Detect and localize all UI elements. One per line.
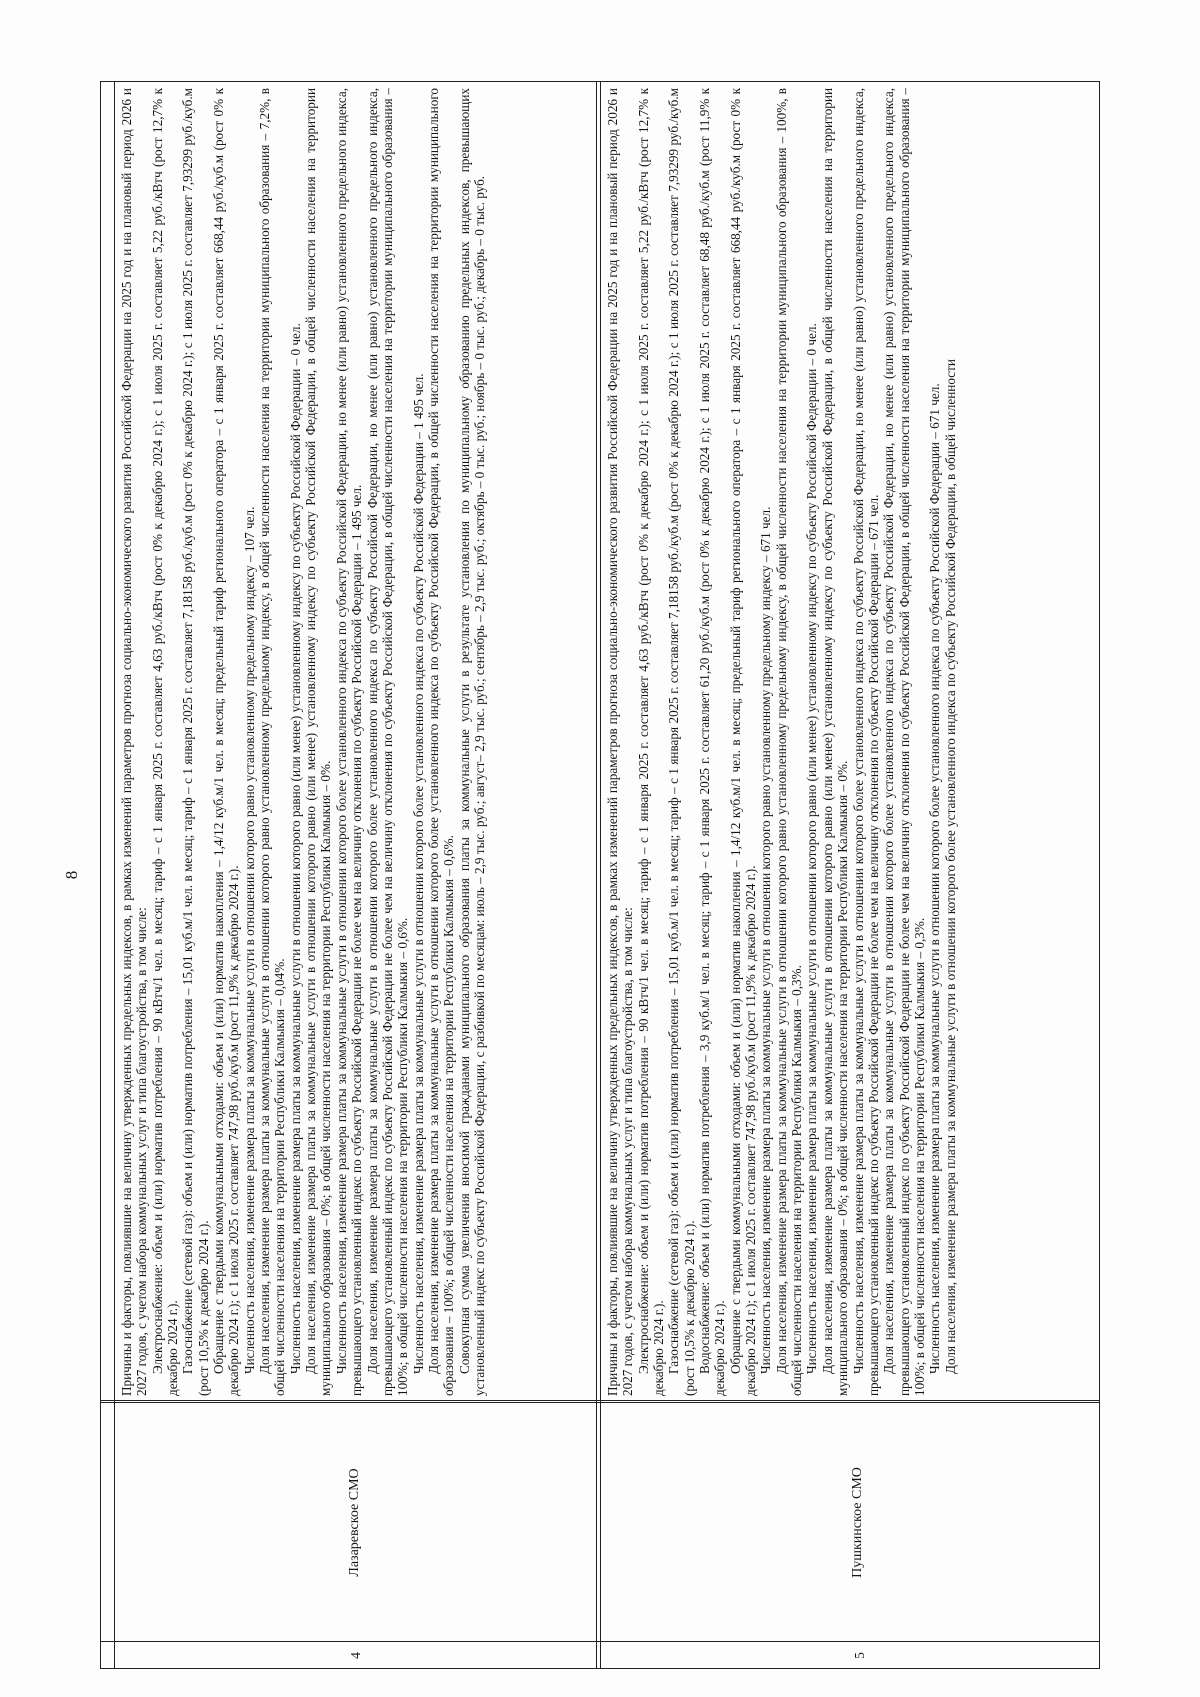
paragraph: Численность населения, изменение размера платы за коммунальные услуги в отношении которого равно установленному предельному индексу – 107 чел. xyxy=(241,506,257,1374)
paragraph: Причины и факторы, повлиявшие на величину утвержденных предельных индексов, в рамках изменений параметров прогноза социально-экономического развития Российской Федерации на 2025 год и на плановый период 2026 и 2027 годов, с учетом набора коммунальных услуг и типа благоустройства, в том числе: xyxy=(119,88,150,1396)
table-row xyxy=(600,81,1099,1669)
paragraph: Доля населения, изменение размера платы за коммунальные услуги в отношении которого равно установленному предельному индексу, в общей численности населения на территории муниципального образования – 7,2%, в общей численности населения на территории Республики Калмыкия – 0,04%. xyxy=(257,88,288,1396)
paragraph: Доля населения, изменение размера платы за коммунальные услуги в отношении которого равно (или менее) установленному индексу по субъекту Российской Федерации, в общей численности населения на территории муниципального образования – 0%; в общей численности населения на территории Республики Калмыкия – 0%. xyxy=(303,88,334,1396)
paragraph: Газоснабжение (сетевой газ): объем и (или) норматив потребления – 15,01 куб.м/1 чел. в месяц; тариф – с 1 января 2025 г. составляет 7,18158 руб./куб.м (рост 0% к декабрю 2024 г.); с 1 июля 2025 г. составляет 7,93299 руб./куб.м (рост 10,5% к декабрю 2024 г.). xyxy=(180,88,211,1396)
paragraph: Доля населения, изменение размера платы за коммунальные услуги в отношении которого более установленного индекса по субъекту Российской Федерации, но менее (или равно) установленного предельного индекса, превышающего установленный индекс по субъекту Российской Федерации не более чем на величину отклонения по субъекту Российской Федерации, в общей численности населения на территории муниципального образования – 100%; в общей численности населения на территории Республики Калмыкия – 0,6%. xyxy=(364,88,411,1396)
row-divider xyxy=(596,81,597,1669)
table-row xyxy=(114,81,596,1669)
rotated-document xyxy=(62,81,1100,1669)
paragraph: Причины и факторы, повлиявшие на величину утвержденных предельных индексов, в рамках изменений параметров прогноза социально-экономического развития Российской Федерации на 2025 год и на плановый период 2026 и 2027 годов, с учетом набора коммунальных услуг и типа благоустройства, в том числе: xyxy=(605,88,636,1396)
paragraph: Газоснабжение (сетевой газ): объем и (или) норматив потребления – 15,01 куб.м/1 чел. в месяц; тариф – с 1 января 2025 г. составляет 7,18158 руб./куб.м (рост 0% к декабрю 2024 г.); с 1 июля 2025 г. составляет 7,93299 руб./куб.м (рост 10,5% к декабрю 2024 г.). xyxy=(666,88,697,1396)
paragraph: Доля населения, изменение размера платы за коммунальные услуги в отношении которого более установленного индекса по субъекту Российской Федерации, в общей численности xyxy=(942,359,958,1374)
paragraph: Численность населения, изменение размера платы за коммунальные услуги в отношении которого равно (или менее) установленному индексу по субъекту Российской Федерации – 0 чел. xyxy=(804,323,820,1374)
row-number: 5 xyxy=(852,1652,867,1659)
table-border-top xyxy=(100,81,101,1669)
paragraph: Доля населения, изменение размера платы за коммунальные услуги в отношении которого равно (или менее) установленному индексу по субъекту Российской Федерации, в общей численности населения на территории муниципального образования – 0%; в общей численности населения на территории Республики Калмыкия – 0%. xyxy=(819,88,851,1396)
row-description xyxy=(605,88,958,1396)
paragraph: Численность населения, изменение размера платы за коммунальные услуги в отношении которого более установленного индекса по субъекту Российской Федерации, но менее (или равно) установленного предельного индекса, превышающего установленный индекс по субъекту Российской Федерации не более чем на величину отклонения по субъекту Российской Федерации – 671 чел. xyxy=(850,88,881,1396)
paragraph: Численность населения, изменение размера платы за коммунальные услуги в отношении которого более установленного индекса по субъекту Российской Федерации, но менее (или равно) установленного предельного индекса, превышающего установленный индекс по субъекту Российской Федерации не более чем на величину отклонения по субъекту Российской Федерации – 1 495 чел. xyxy=(333,88,365,1396)
row-description xyxy=(119,88,487,1396)
row-number: 4 xyxy=(348,1652,363,1659)
paragraph: Доля населения, изменение размера платы за коммунальные услуги в отношении которого более установленного индекса по субъекту Российской Федерации, в общей численности населения на территории муниципального образования – 100%; в общей численности населения на территории Республики Калмыкия – 0,6%. xyxy=(425,88,457,1396)
paragraph: Обращение с твердыми коммунальными отходами: объем и (или) норматив накопления – 1,4/12 куб.м/1 чел. в месяц; предельный тариф регионального оператора – с 1 января 2025 г. составляет 668,44 руб./куб.м (рост 0% к декабрю 2024 г.); с 1 июля 2025 г. составляет 747,98 руб./куб.м (рост 11,9% к декабрю 2024 г.). xyxy=(211,88,242,1396)
paragraph: Водоснабжение: объем и (или) норматив потребления – 3,9 куб.м/1 чел. в месяц; тариф – с 1 января 2025 г. составляет 61,20 руб./куб.м (рост 0% к декабрю 2024 г.); с 1 июля 2025 г. составляет 68,48 руб./куб.м (рост 11,9% к декабрю 2024 г.). xyxy=(697,88,728,1396)
paragraph: Обращение с твердыми коммунальными отходами: объем и (или) норматив накопления – 1,4/12 куб.м/1 чел. в месяц; предельный тариф регионального оператора – с 1 января 2025 г. составляет 668,44 руб./куб.м (рост 0% к декабрю 2024 г.); с 1 июля 2025 г. составляет 747,98 руб./куб.м (рост 11,9% к декабрю 2024 г.). xyxy=(727,88,759,1396)
paragraph: Численность населения, изменение размера платы за коммунальные услуги в отношении которого более установленного индекса по субъекту Российской Федерации – 1 495 чел. xyxy=(410,373,426,1374)
paragraph: Численность населения, изменение размера платы за коммунальные услуги в отношении которого более установленного индекса по субъекту Российской Федерации – 671 чел. xyxy=(927,383,943,1374)
paragraph: Численность населения, изменение размера платы за коммунальные услуги в отношении которого равно (или менее) установленному индексу по субъекту Российской Федерации – 0 чел. xyxy=(287,323,303,1374)
paragraph: Численность населения, изменение размера платы за коммунальные услуги в отношении которого равно установленному предельному индексу – 671 чел. xyxy=(758,506,774,1374)
paragraph: Электроснабжение: объем и (или) норматив потребления – 90 кВтч/1 чел. в месяц; тариф – с 1 января 2025 г. составляет 4,63 руб./кВтч (рост 0% к декабрю 2024 г.); с 1 июля 2025 г. составляет 5,22 руб./кВтч (рост 12,7% к декабрю 2024 г.). xyxy=(635,88,667,1396)
paragraph: Совокупная сумма увеличения вносимой гражданами муниципального образования платы за коммунальные услуги в результате установления по муниципальному образованию предельных индексов, превышающих установленный индекс по субъекту Российской Федерации, с разбивкой по месяцам: июль – 2,9 тыс. руб.; август– 2,9 тыс. руб.; сентябрь – 2,9 тыс. руб.; октябрь – 0 тыс. руб.; ноябрь – 0 тыс. руб.; декабрь – 0 тыс. руб. xyxy=(456,88,487,1396)
table-border-bottom xyxy=(1099,81,1100,1669)
municipality-name: Пушкинское СМО xyxy=(850,1467,865,1578)
paragraph: Доля населения, изменение размера платы за коммунальные услуги в отношении которого равно установленному предельному индексу, в общей численности населения на территории муниципального образования – 100%, в общей численности населения на территории Республики Калмыкия – 0,3%. xyxy=(773,88,805,1396)
paragraph: Электроснабжение: объем и (или) норматив потребления – 90 кВтч/1 чел. в месяц; тариф – с 1 января 2025 г. составляет 4,63 руб./кВтч (рост 0% к декабрю 2024 г.); с 1 июля 2025 г. составляет 5,22 руб./кВтч (рост 12,7% к декабрю 2024 г.). xyxy=(149,88,181,1396)
municipality-name: Лазаревское СМО xyxy=(347,1468,362,1577)
paragraph: Доля населения, изменение размера платы за коммунальные услуги в отношении которого более установленного индекса по субъекту Российской Федерации, но менее (или равно) установленного предельного индекса, превышающего установленный индекс по субъекту Российской Федерации не более чем на величину отклонения по субъекту Российской Федерации, в общей численности населения на территории муниципального образования – 100%; в общей численности населения на территории Республики Калмыкия – 0,3%. xyxy=(881,88,927,1396)
page-number: 8 xyxy=(62,870,81,880)
